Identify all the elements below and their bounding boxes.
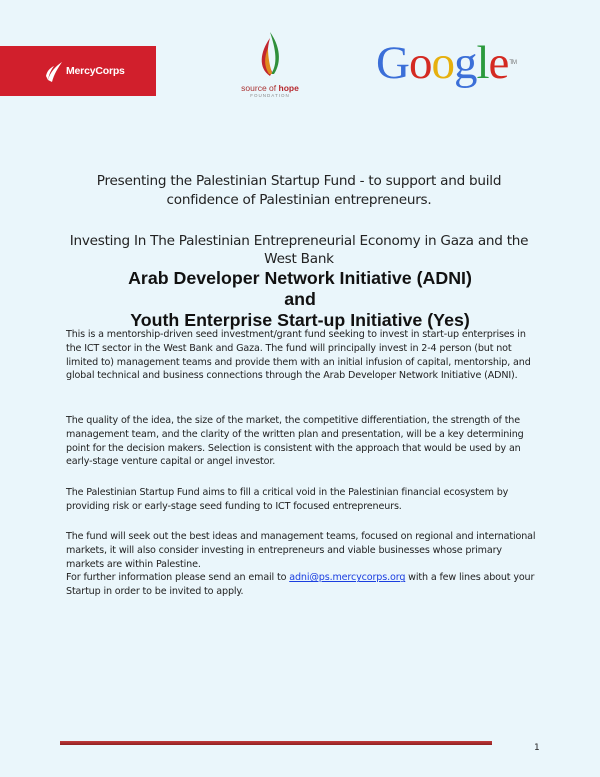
mercycorps-logo	[0, 46, 156, 96]
heading-yes: Youth Enterprise Start-up Initiative (Yes)	[130, 310, 470, 330]
intro-text: Presenting the Palestinian Startup Fund - to support and build confidence of Palestinian entrepreneurs.	[96, 173, 502, 208]
heading-and: and	[284, 289, 316, 309]
source-of-hope-subtitle: FOUNDATION	[250, 93, 290, 98]
paragraph-fund-aim: The Palestinian Startup Fund aims to fill a critical void in the Palestinian financial ecosystem by providing risk or early-stage seed funding to ICT focused entrepreneurs.	[66, 487, 509, 512]
paragraph-markets: The fund will seek out the best ideas and management teams, focused on regional and international markets, it will also consider investing in entrepreneurs and viable businesses whose primary markets are within Palestine.	[66, 531, 536, 570]
heading-adni: Arab Developer Network Initiative (ADNI)	[128, 268, 472, 288]
contact-prefix: For further information please send an email to	[66, 572, 290, 584]
paragraph-selection-criteria: The quality of the idea, the size of the market, the competitive differentiation, the strength of the management team, and the clarity of the written plan and presentation, will be a key determining point for the decision makers. Selection is consistent with the approach that would be used by an early-stage venture capital or angel investor.	[66, 415, 524, 468]
page-number: 1	[534, 743, 540, 753]
mercycorps-wordmark: MercyCorps	[66, 65, 125, 77]
mercycorps-leaf-icon	[44, 58, 64, 84]
contact-suffix: with a few lines about your Startup in order to be invited to apply.	[66, 572, 535, 598]
subintro-text: Investing In The Palestinian Entrepreneurial Economy in Gaza and the West Bank	[69, 233, 529, 267]
source-of-hope-logo	[232, 28, 308, 96]
source-of-hope-flame-icon	[250, 28, 290, 78]
paragraph-fund-description: This is a mentorship-driven seed investment/grant fund seeking to invest in start-up enterprises in the ICT sector in the West Bank and Gaza. The fund will principally invest in 2-4 person (but not limited to) management teams and provide them with an initial infusion of capital, mentorship, and global technical and business connections through the Arab Developer Network Initiative (ADNI).	[66, 329, 531, 382]
source-of-hope-wordmark: source of hope	[241, 83, 299, 93]
paragraph-markets-contact	[66, 530, 542, 599]
contact-email-link[interactable]: adni@ps.mercycorps.org	[289, 572, 406, 584]
google-logo: Google™	[376, 37, 517, 89]
footer-divider	[60, 741, 492, 745]
